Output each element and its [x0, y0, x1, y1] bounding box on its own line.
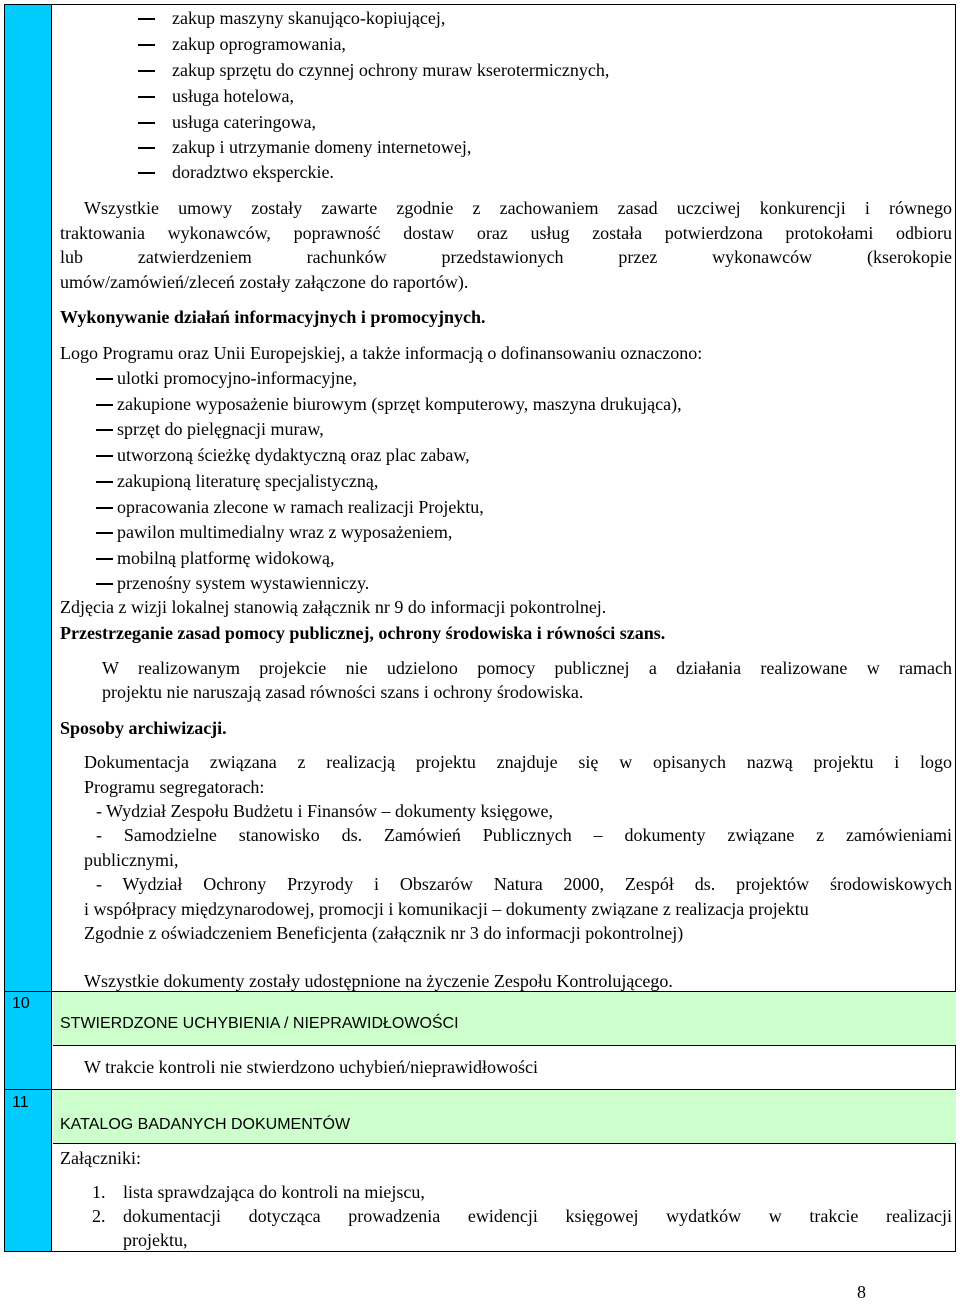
list-item: przenośny system wystawienniczy. — [117, 573, 370, 593]
list-item: zakup i utrzymanie domeny internetowej, — [172, 137, 472, 157]
list-item: ulotki promocyjno-informacyjne, — [117, 368, 357, 388]
list-item: usługa cateringowa, — [172, 112, 316, 132]
heading-pomoc: Przestrzeganie zasad pomocy publicznej, ochrony środowiska i równości szans. — [60, 623, 666, 643]
band-divider — [53, 1143, 955, 1144]
list-item: mobilną platformę widokową, — [117, 548, 335, 568]
list-dash — [138, 122, 155, 124]
archiwizacja-final: Wszystkie dokumenty zostały udostępnione na życzenie Zespołu Kontrolującego. — [84, 971, 673, 991]
list-item: usługa hotelowa, — [172, 86, 294, 106]
paragraph-line: - Wydział Ochrony Przyrody i Obszarów Natura 2000, Zespół ds. projektów środowiskowych — [96, 874, 952, 894]
list-dash — [96, 404, 113, 406]
paragraph-line: traktowania wykonawców, poprawność dostaw oraz usług została potwierdzona protokołami odbioru — [60, 223, 952, 243]
zalaczniki-label: Załączniki: — [60, 1148, 141, 1168]
list-dash — [96, 583, 113, 585]
paragraph-line: - Wydział Zespołu Budżetu i Finansów – dokumenty księgowe, — [96, 801, 554, 821]
heading-archiwizacja: Sposoby archiwizacji. — [60, 718, 227, 738]
list-item: dokumentacji dotycząca prowadzenia ewidencji księgowej wydatków w trakcie realizacji — [123, 1206, 952, 1226]
section-title-katalog: KATALOG BADANYCH DOKUMENTÓW — [60, 1116, 351, 1133]
list-dash — [96, 481, 113, 483]
list-number: 2. — [92, 1206, 106, 1226]
paragraph-line: umów/zamówień/zleceń zostały załączone do raportów). — [60, 272, 469, 292]
list-item: lista sprawdzająca do kontroli na miejscu, — [123, 1182, 425, 1202]
section-title-uchybienia: STWIERDZONE UCHYBIENIA / NIEPRAWIDŁOWOŚCI — [60, 1015, 459, 1032]
list-dash — [138, 96, 155, 98]
list-dash — [96, 429, 113, 431]
paragraph-line: Programu segregatorach: — [84, 777, 265, 797]
list-dash — [96, 532, 113, 534]
photos-note: Zdjęcia z wizji lokalnej stanowią załącznik nr 9 do informacji pokontrolnej. — [60, 597, 607, 617]
paragraph-line: lub zatwierdzeniem rachunków przedstawionych przez wykonawców (kserokopie — [60, 247, 952, 267]
list-dash — [96, 378, 113, 380]
list-dash — [138, 44, 155, 46]
logo-intro: Logo Programu oraz Unii Europejskiej, a także informacją o dofinansowaniu oznaczono: — [60, 343, 703, 363]
list-dash — [96, 507, 113, 509]
paragraph-line: Wszystkie umowy zostały zawarte zgodnie z zachowaniem zasad uczciwej konkurencji i równego — [84, 198, 952, 218]
paragraph-line: - Samodzielne stanowisko ds. Zamówień Publicznych – dokumenty związane z zamówieniami — [96, 825, 952, 845]
list-dash — [138, 147, 155, 149]
page-number: 8 — [857, 1282, 866, 1302]
row-number: 11 — [12, 1094, 29, 1111]
list-item: projektu, — [123, 1230, 188, 1250]
list-item: opracowania zlecone w ramach realizacji Projektu, — [117, 497, 484, 517]
band-divider — [53, 1045, 955, 1046]
paragraph-line: Dokumentacja związana z realizacją projektu znajduje się w opisanych nazwą projektu i logo — [84, 752, 952, 772]
list-item: doradztwo eksperckie. — [172, 162, 334, 182]
list-item: utworzoną ścieżkę dydaktyczną oraz plac zabaw, — [117, 445, 470, 465]
list-dash — [96, 455, 113, 457]
list-item: sprzęt do pielęgnacji muraw, — [117, 419, 324, 439]
paragraph-line: i współpracy międzynarodowej, promocji i komunikacji – dokumenty związane z realizacja projektu — [84, 899, 809, 919]
pomoc-line: W realizowanym projekcie nie udzielono pomocy publicznej a działania realizowane w ramach — [102, 658, 952, 678]
list-item: zakup maszyny skanująco-kopiującej, — [172, 8, 446, 28]
list-dash — [96, 558, 113, 560]
list-dash — [138, 70, 155, 72]
list-item: zakupioną literaturę specjalistyczną, — [117, 471, 379, 491]
list-item: pawilon multimedialny wraz z wyposażeniem, — [117, 522, 453, 542]
heading-informacyjne: Wykonywanie działań informacyjnych i promocyjnych. — [60, 307, 486, 327]
row-number-column — [5, 5, 52, 1251]
list-number: 1. — [92, 1182, 106, 1202]
paragraph-line: publicznymi, — [84, 850, 179, 870]
list-dash — [138, 172, 155, 174]
list-item: zakup sprzętu do czynnej ochrony muraw kserotermicznych, — [172, 60, 610, 80]
list-dash — [138, 18, 155, 20]
list-item: zakupione wyposażenie biurowym (sprzęt komputerowy, maszyna drukująca), — [117, 394, 682, 414]
paragraph-line: Zgodnie z oświadczeniem Beneficjenta (załącznik nr 3 do informacji pokontrolnej) — [84, 923, 684, 943]
row-number: 10 — [12, 995, 30, 1012]
uchybienia-text: W trakcie kontroli nie stwierdzono uchybień/nieprawidłowości — [84, 1057, 539, 1077]
pomoc-line: projektu nie naruszają zasad równości szans i ochrony środowiska. — [102, 682, 584, 702]
list-item: zakup oprogramowania, — [172, 34, 346, 54]
